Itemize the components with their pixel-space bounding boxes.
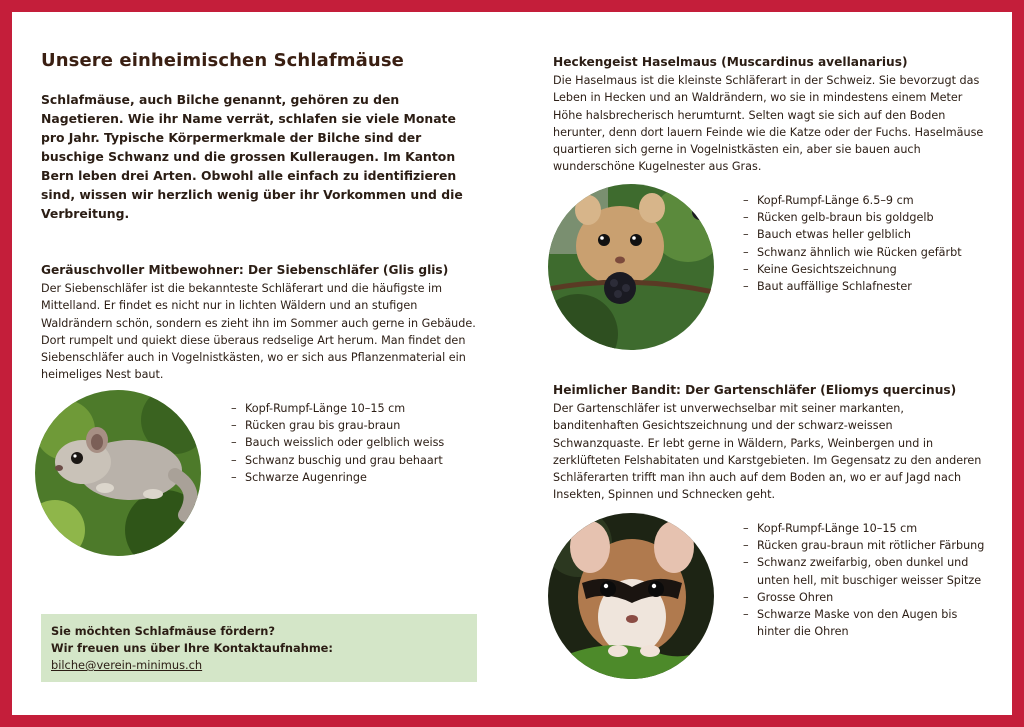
list-item: – Schwarze Maske von den Augen bis hinter die Ohren bbox=[743, 606, 993, 640]
gartenschlaefer-heading: Heimlicher Bandit: Der Gartenschläfer (Eliomys quercinus) bbox=[553, 383, 957, 397]
gartenschlaefer-photo bbox=[548, 513, 714, 679]
list-item: – Kopf-Rumpf-Länge 10–15 cm bbox=[743, 520, 993, 537]
list-item: – Schwarze Augenringe bbox=[231, 469, 471, 486]
list-item: – Schwanz zweifarbig, oben dunkel und unten hell, mit buschiger weisser Spitze bbox=[743, 554, 993, 588]
haselmaus-facts bbox=[743, 192, 993, 295]
contact-email-link[interactable]: bilche@verein-minimus.ch bbox=[51, 658, 203, 672]
gartenschlaefer-facts bbox=[743, 520, 993, 640]
list-item: – Grosse Ohren bbox=[743, 589, 993, 606]
contact-line-2: Wir freuen uns über Ihre Kontaktaufnahme: bbox=[51, 641, 333, 655]
haselmaus-photo bbox=[548, 184, 714, 350]
siebenschlaefer-image bbox=[35, 390, 201, 556]
haselmaus-heading: Heckengeist Haselmaus (Muscardinus avellanarius) bbox=[553, 55, 908, 69]
siebenschlaefer-heading: Geräuschvoller Mitbewohner: Der Siebenschläfer (Glis glis) bbox=[41, 263, 449, 277]
siebenschlaefer-facts bbox=[231, 400, 471, 486]
list-item: – Rücken grau-braun mit rötlicher Färbung bbox=[743, 537, 993, 554]
list-item: – Kopf-Rumpf-Länge 6.5–9 cm bbox=[743, 192, 993, 209]
list-item: – Bauch etwas heller gelblich bbox=[743, 226, 993, 243]
gartenschlaefer-text: Der Gartenschläfer ist unverwechselbar mit seiner markanten, banditenhaften Gesichtszeichnung und der schwarz-weissen Schwanzquaste. Er lebt gerne in Wäldern, Parks, Weinbergen und in zerklüfteten Felshabitaten und Karstgebieten. Im Gegensatz zu den anderen Schläferarten trifft man ihn auch auf dem Boden an, wo er auf Jagd nach Insekten, Spinnen und Schnecken geht. bbox=[553, 402, 982, 502]
page-title: Unsere einheimischen Schlafmäuse bbox=[41, 50, 404, 71]
list-item: – Baut auffällige Schlafnester bbox=[743, 278, 993, 295]
brochure-page bbox=[12, 12, 1012, 715]
list-item: – Kopf-Rumpf-Länge 10–15 cm bbox=[231, 400, 471, 417]
siebenschlaefer-text: Der Siebenschläfer ist die bekannteste Schläferart und die häufigste im Mittelland. Er findet es nicht nur in lichten Wäldern und an stufigen Waldrändern schön, sondern es zieht ihn im Sommer auch gerne in Gebäude. Dort rumpelt und quiekt diese überaus redselige Art herum. Man findet den Siebenschläfer auch in Vogelnistkästen, wo er sich aus Pflanzenmaterial ein heimeliges Nest baut. bbox=[41, 282, 476, 382]
haselmaus-image bbox=[548, 184, 714, 350]
list-item: – Keine Gesichtszeichnung bbox=[743, 261, 993, 278]
contact-box bbox=[41, 614, 477, 682]
siebenschlaefer-photo bbox=[35, 390, 201, 556]
list-item: – Schwanz ähnlich wie Rücken gefärbt bbox=[743, 244, 993, 261]
contact-line-1: Sie möchten Schlafmäuse fördern? bbox=[51, 624, 275, 638]
list-item: – Rücken gelb-braun bis goldgelb bbox=[743, 209, 993, 226]
gartenschlaefer-image bbox=[548, 513, 714, 679]
haselmaus-text: Die Haselmaus ist die kleinste Schläferart in der Schweiz. Sie bevorzugt das Leben in Hecken und an Waldrändern, wo sie in mindestens einem Meter Höhe halsbrecherisch herumturnt. Selten wagt sie sich auf den Boden herunter, denn dort lauern Feinde wie die Katze oder der Fuchs. Haselmäuse quartieren sich gerne in Vogelnistkästen ein, aber sie bauen auch wunderschöne Kugelnester aus Gras. bbox=[553, 74, 984, 174]
list-item: – Bauch weisslich oder gelblich weiss bbox=[231, 434, 471, 451]
intro-text: Schlafmäuse, auch Bilche genannt, gehören zu den Nagetieren. Wie ihr Name verrät, schlafen sie viele Monate pro Jahr. Typische Körpermerkmale der Bilche sind der buschige Schwanz und die grossen Kulleraugen. Im Kanton Bern leben drei Arten. Obwohl alle einfach zu identifizieren sind, wissen wir herzlich wenig über ihr Vorkommen und die Verbreitung. bbox=[41, 92, 463, 221]
list-item: – Rücken grau bis grau-braun bbox=[231, 417, 471, 434]
list-item: – Schwanz buschig und grau behaart bbox=[231, 452, 471, 469]
